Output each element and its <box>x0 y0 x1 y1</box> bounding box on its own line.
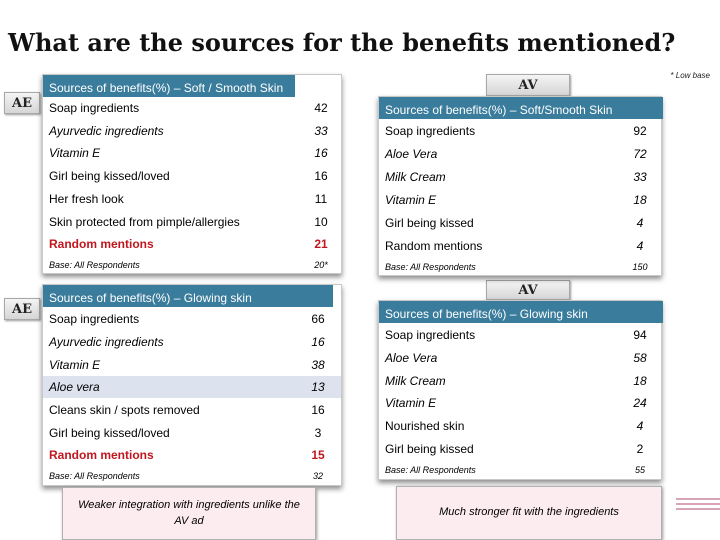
table-row <box>379 119 661 142</box>
row-value: 13 <box>311 380 325 394</box>
table-row <box>43 210 341 233</box>
decorative-line <box>676 503 720 505</box>
decorative-line <box>676 508 720 510</box>
row-value: 4 <box>636 238 644 253</box>
row-label: Random mentions <box>385 238 483 253</box>
base-label: Base: All Respondents <box>385 465 476 475</box>
av-soft-header: Sources of benefits(%) – Soft/Smooth Skin <box>379 97 663 119</box>
row-label: Vitamin E <box>49 357 101 372</box>
row-label: Vitamin E <box>385 192 437 207</box>
row-label: Girl being kissed <box>385 215 474 230</box>
base-row <box>379 257 661 277</box>
row-label: Vitamin E <box>49 146 101 160</box>
row-value: 33 <box>633 169 647 184</box>
row-label: Ayurvedic ingredients <box>49 334 164 349</box>
base-value: 20* <box>314 260 328 270</box>
base-label: Base: All Respondents <box>49 471 140 481</box>
decorative-line <box>676 498 720 500</box>
base-row <box>43 255 341 275</box>
table-row <box>43 164 341 187</box>
row-label: Milk Cream <box>385 373 446 388</box>
row-label: Girl being kissed/loved <box>49 168 170 183</box>
callout-left: Weaker integration with ingredients unlike the AV ad <box>62 487 316 540</box>
table-row <box>379 414 661 437</box>
ae-top-tag: AE <box>4 92 40 114</box>
row-value: 16 <box>311 402 325 417</box>
base-value: 150 <box>632 262 648 272</box>
row-value: 18 <box>633 373 647 388</box>
table-row <box>43 330 341 353</box>
row-value: 16 <box>314 168 328 183</box>
row-label: Her fresh look <box>49 191 124 206</box>
base-label: Base: All Respondents <box>385 262 476 272</box>
page-title: What are the sources for the benefits mentioned? <box>8 28 676 57</box>
row-label: Soap ingredients <box>385 123 476 138</box>
row-label: Aloe Vera <box>385 146 438 161</box>
table-row <box>43 307 341 330</box>
table-row <box>379 392 661 414</box>
row-value: 4 <box>636 418 644 433</box>
table-row <box>379 346 661 369</box>
row-label: Nourished skin <box>385 418 465 433</box>
ae-glow-header: Sources of benefits(%) – Glowing skin <box>43 285 333 307</box>
row-label: Girl being kissed <box>385 441 474 456</box>
row-value: 21 <box>314 237 328 251</box>
table-row <box>379 142 661 165</box>
table-row <box>379 165 661 188</box>
av-glow-header: Sources of benefits(%) – Glowing skin <box>379 301 663 323</box>
row-value: 42 <box>314 101 328 115</box>
table-row <box>43 376 341 398</box>
av-bottom-tag: AV <box>486 280 570 300</box>
row-value: 18 <box>633 192 647 207</box>
table-row <box>379 211 661 234</box>
row-value: 92 <box>633 123 647 138</box>
ae-soft-header: Sources of benefits(%) – Soft / Smooth Skin <box>43 75 295 97</box>
row-label: Vitamin E <box>385 396 437 410</box>
row-label: Random mentions <box>49 448 154 462</box>
row-value: 3 <box>314 425 322 440</box>
table-row <box>379 188 661 211</box>
ae-bottom-tag: AE <box>4 298 40 320</box>
row-label: Milk Cream <box>385 169 446 184</box>
row-label: Soap ingredients <box>385 327 476 342</box>
row-value: 24 <box>633 396 647 410</box>
row-value: 66 <box>311 311 325 326</box>
table-row <box>43 97 341 119</box>
row-value: 4 <box>636 215 644 230</box>
row-label: Ayurvedic ingredients <box>49 123 164 138</box>
base-value: 32 <box>312 471 323 481</box>
ae-soft-panel <box>42 74 342 274</box>
row-value: 2 <box>636 441 644 456</box>
table-row <box>43 353 341 376</box>
av-soft-panel <box>378 96 662 276</box>
table-row <box>43 187 341 210</box>
row-value: 33 <box>314 123 328 138</box>
row-value: 38 <box>311 357 325 372</box>
row-label: Soap ingredients <box>49 101 140 115</box>
row-label: Aloe vera <box>49 380 100 394</box>
row-value: 11 <box>314 191 328 206</box>
table-row <box>379 323 661 346</box>
table-row <box>43 233 341 255</box>
av-glow-panel <box>378 300 662 480</box>
row-label: Skin protected from pimple/allergies <box>49 214 240 229</box>
base-value: 55 <box>634 465 645 475</box>
row-value: 72 <box>633 146 647 161</box>
table-row <box>43 444 341 466</box>
base-row <box>43 466 341 486</box>
base-label: Base: All Respondents <box>49 260 140 270</box>
row-value: 94 <box>633 327 647 342</box>
row-value: 58 <box>633 350 647 365</box>
ae-glow-panel <box>42 284 342 486</box>
row-label: Soap ingredients <box>49 311 140 326</box>
row-value: 16 <box>311 334 325 349</box>
table-row <box>43 142 341 164</box>
row-label: Girl being kissed/loved <box>49 425 170 440</box>
row-value: 15 <box>311 448 325 462</box>
row-label: Random mentions <box>49 237 154 251</box>
table-row <box>379 369 661 392</box>
row-label: Cleans skin / spots removed <box>49 402 200 417</box>
low-base-note: * Low base <box>670 71 710 80</box>
row-value: 16 <box>314 146 328 160</box>
table-row <box>43 421 341 444</box>
row-label: Aloe Vera <box>385 350 438 365</box>
table-row <box>43 119 341 142</box>
row-value: 10 <box>314 214 328 229</box>
table-row <box>43 398 341 421</box>
base-row <box>379 460 661 480</box>
callout-right: Much stronger fit with the ingredients <box>396 486 662 540</box>
av-top-tag: AV <box>486 74 570 96</box>
table-row <box>379 437 661 460</box>
table-row <box>379 234 661 257</box>
